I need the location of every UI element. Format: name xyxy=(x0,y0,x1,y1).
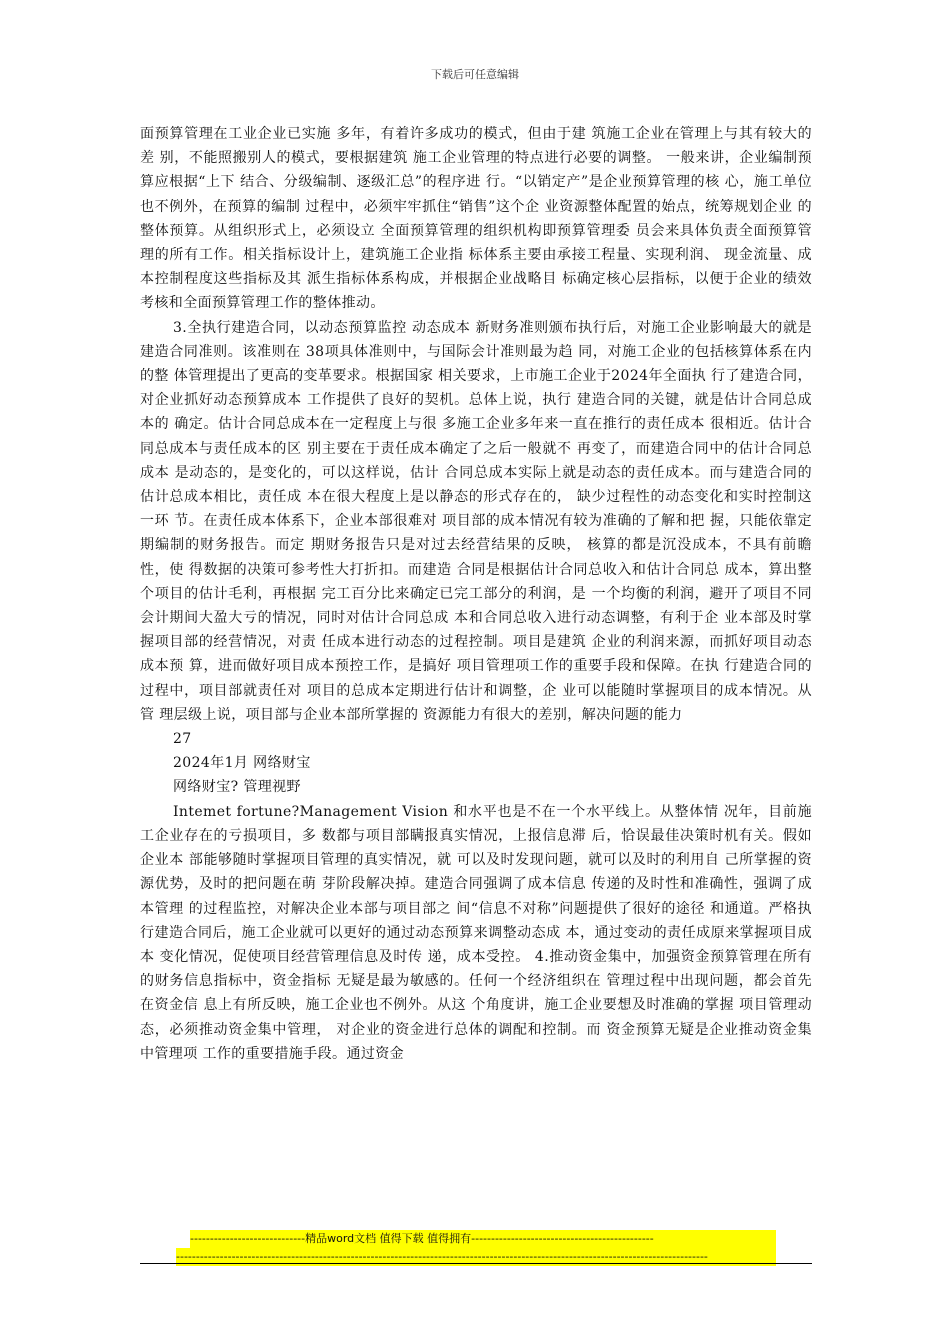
footer-rule xyxy=(140,1263,812,1264)
paragraph-budget-management: 面预算管理在工业企业已实施 多年，有着许多成功的模式，但由于建 筑施工企业在管理上与其有较大的差 别，不能照搬别人的模式，要根据建筑 施工企业管理的特点进行必要的调整。 一般来讲，企业编制预算应根据“上下 结合、分级编制、逐级汇总”的程序进 行。“以销定产”是企业预算管理的核 心，施工单位也不例外，在预算的编制 过程中，必须牢牢抓住“销售”这个企 业资源整体配置的始点，统筹规划企业 的整体预算。从组织形式上，必须设立 全面预算管理的组织机构即预算管理委 员会来具体负责全面预算管理的所有工作。相关指标设计上，建筑施工企业指 标体系主要由承接工程量、实现利润、 现金流量、成本控制程度这些指标及其 派生指标体系构成，并根据企业战略目 标确定核心层指标，以便于企业的绩效 考核和全面预算管理工作的整体推动。 xyxy=(140,126,812,312)
page-header: 下载后可任意编辑 xyxy=(431,68,519,81)
issue-date-line: 2024年1月 网络财宝 xyxy=(173,755,311,772)
paragraph-capital-budget: Intemet fortune?Management Vision 和水平也是不在一个水平线上。从整体情 况年，目前施工企业存在的亏损项目，多 数都与项目部瞒报真实情况，上报信息滞 后，恰误最佳决策时机有关。假如企业本 部能够随时掌握项目管理的真实情况，就 可以及时发现问题，就可以及时的利用自 己所掌握的资源优势，及时的把问题在萌 芽阶段解决掉。建造合同强调了成本信息 传递的及时性和准确性，强调了成本管理 的过程监控，对解决企业本部与项目部之 间“信息不对称”问题提供了很好的途径 和通道。严格执行建造合同后，施工企业就可以更好的通过动态预算来调整动态成 本，通过变动的责任成原来掌握项目成本 变化情况，促使项目经营管理信息及时传 递，成本受控。 4.推动资金集中，加强资金预算管理在所有的财务信息指标中，资金指标 无疑是最为敏感的。任何一个经济组织在 管理过程中出现问题，都会首先在资金信 息上有所反映，施工企业也不例外。从这 个角度讲，施工企业要想及时准确的掌握 项目管理动态，必须推动资金集中管理， 对企业的资金进行总体的调配和控制。而 资金预算无疑是企业推动资金集中管理项 工作的重要措施手段。通过资金 xyxy=(140,803,812,1062)
banner-line-1: -----------------------------精品word文档 值得下载 值得拥有---------------------------------------------- xyxy=(190,1230,776,1248)
page-number: 27 xyxy=(173,731,192,748)
document-body xyxy=(140,122,812,1066)
paragraph-construction-contract: 3.全执行建造合同，以动态预算监控 动态成本 新财务准则颁布执行后，对施工企业影响最大的就是建造合同准则。该准则在 38项具体准则中，与国际会计准则最为趋 同，对施工企业的包括核算体系在内的整 体管理提出了更高的变革要求。根据国家 相关要求，上市施工企业于2024年全面执 行了建造合同，对企业抓好动态预算成本 工作提供了良好的契机。总体上说，执行 建造合同的关键，就是估计合同总成本的 确定。估计合同总成本在一定程度上与很 多施工企业多年来一直在推行的责任成本 很相近。估计合同总成本与责任成本的区 别主要在于责任成本确定了之后一般就不 再变了，而建造合同中的估计合同总成本 是动态的，是变化的，可以这样说，估计 合同总成本实际上就是动态的责任成本。而与建造合同的估计总成本相比，责任成 本在很大程度上是以静态的形式存在的， 缺少过程性的动态变化和实时控制这一环 节。在责任成本体系下，企业本部很难对 项目部的成本情况有较为准确的了解和把 握，只能依靠定期编制的财务报告。而定 期财务报告只是对过去经营结果的反映， 核算的都是沉没成本，不具有前瞻性，使 得数据的决策可参考性大打折扣。而建造 合同是根据估计合同总收入和估计合同总 成本，算出整个项目的估计毛利，再根据 完工百分比来确定已完工部分的利润，是 一个均衡的利润，避开了项目不同会计期间大盈大亏的情况，同时对估计合同总成 本和合同总收入进行动态调整，有利于企 业本部及时掌握项目部的经营情况，对责 任成本进行动态的过程控制。项目是建筑 企业的利润来源，而抓好项目动态成本预 算，进而做好项目成本预控工作，是搞好 项目管理项工作的重要手段和保障。在执 行建造合同的过程中，项目部就责任对 项目的总成本定期进行估计和调整，企 业可以能随时掌握项目的成本情况。从管 理层级上说，项目部与企业本部所掌握的 资源能力有很大的差别，解决问题的能力 xyxy=(140,319,812,723)
section-title: 网络财宝? 管理视野 xyxy=(173,779,301,796)
download-banner xyxy=(140,1230,812,1266)
banner-line-2: -------------------------------------------------------------------------------------------------------------------------------------- xyxy=(176,1248,776,1266)
